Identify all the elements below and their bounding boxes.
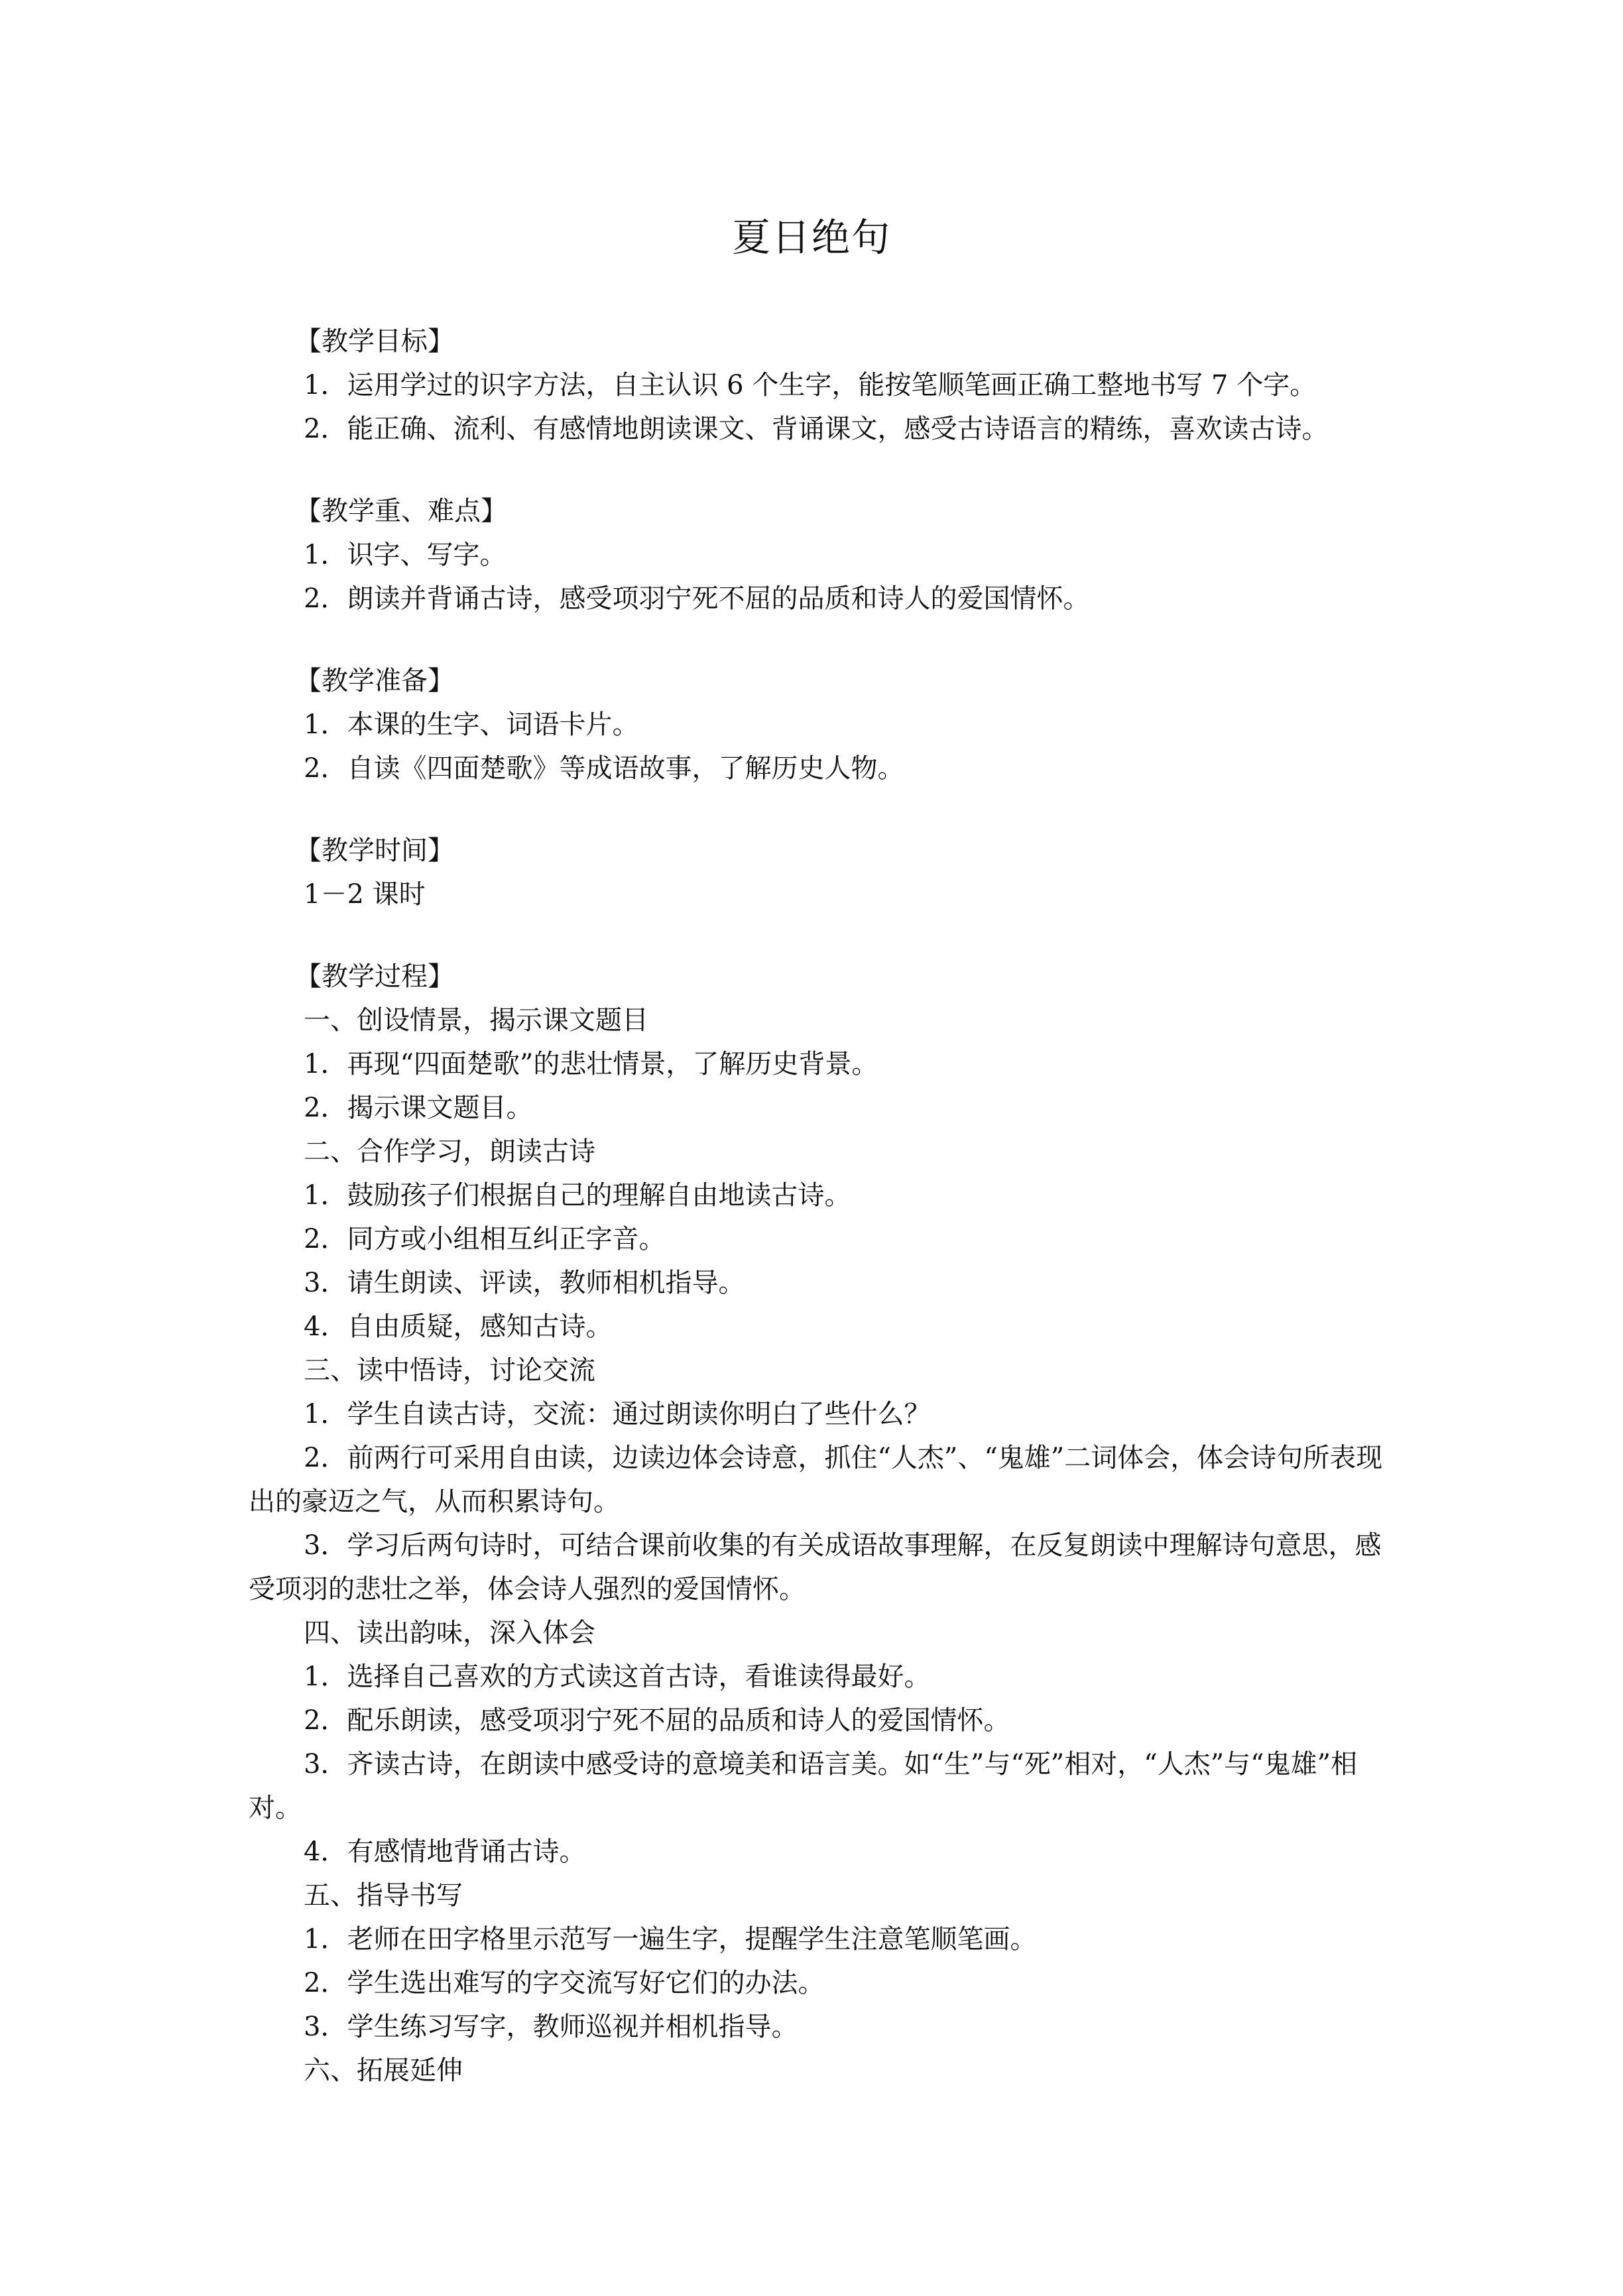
process-step-title: 三、读中悟诗，讨论交流 — [304, 1355, 595, 1386]
process-item: 4．自由质疑，感知古诗。 — [304, 1311, 613, 1342]
time-heading: 【教学时间】 — [295, 835, 454, 866]
process-paragraph: 3．学习后两句诗时，可结合课前收集的有关成语故事理解，在反复朗读中理解诗句意思，感受项羽的悲壮之举，体会诗人强烈的爱国情怀。 — [249, 1530, 1382, 1604]
key-points-item: 1．识字、写字。 — [304, 540, 507, 570]
section-spacer — [249, 621, 1389, 659]
page-title: 夏日绝句 — [731, 215, 891, 260]
process-item: 3．学生练习写字，教师巡视并相机指导。 — [304, 2012, 798, 2042]
preparation-item: 2．自读《四面楚歌》等成语故事，了解历史人物。 — [304, 753, 904, 784]
goals-item: 1．运用学过的识字方法，自主认识 6 个生字，能按笔顺笔画正确工整地书写 7 个字。 — [304, 370, 1317, 400]
preparation-item: 1．本课的生字、词语卡片。 — [304, 709, 639, 740]
goals-heading: 【教学目标】 — [295, 326, 454, 357]
preparation-heading: 【教学准备】 — [295, 666, 454, 696]
process-heading: 【教学过程】 — [295, 961, 454, 992]
process-paragraph: 2．前两行可采用自由读，边读边体会诗意，抓住“人杰”、“鬼雄”二词体会，体会诗句所表现出的豪迈之气，从而积累诗句。 — [249, 1443, 1383, 1517]
process-paragraph: 3．齐读古诗，在朗读中感受诗的意境美和语言美。如“生”与“死”相对，“人杰”与“鬼雄”相对。 — [249, 1749, 1358, 1823]
process-item: 2．同方或小组相互纠正字音。 — [304, 1224, 666, 1254]
process-step-title: 一、创设情景，揭示课文题目 — [304, 1005, 648, 1036]
section-spacer — [249, 451, 1389, 489]
process-item: 1．学生自读古诗，交流：通过朗读你明白了些什么？ — [304, 1399, 931, 1429]
process-step-title: 二、合作学习，朗读古诗 — [304, 1136, 595, 1167]
process-item: 3．请生朗读、评读，教师相机指导。 — [304, 1268, 745, 1298]
process-item: 1．再现“四面楚歌”的悲壮情景，了解历史背景。 — [304, 1049, 878, 1079]
process-item: 4．有感情地背诵古诗。 — [304, 1837, 586, 1867]
key-points-heading: 【教学重、难点】 — [295, 496, 507, 526]
process-step-title: 四、读出韵味，深入体会 — [304, 1618, 595, 1648]
process-step-title: 五、指导书写 — [304, 1880, 463, 1911]
section-spacer — [249, 790, 1389, 829]
process-item: 2．配乐朗读，感受项羽宁死不屈的品质和诗人的爱国情怀。 — [304, 1705, 1010, 1736]
goals-item: 2．能正确、流利、有感情地朗读课文、背诵课文，感受古诗语言的精练，喜欢读古诗。 — [304, 414, 1329, 444]
document-body — [249, 320, 1389, 2092]
process-item: 1．鼓励孩子们根据自己的理解自由地读古诗。 — [304, 1180, 851, 1211]
process-item: 1．选择自己喜欢的方式读这首古诗，看谁读得最好。 — [304, 1662, 931, 1692]
process-item: 2．学生选出难写的字交流写好它们的办法。 — [304, 1968, 825, 1998]
process-step-title: 六、拓展延伸 — [304, 2055, 463, 2086]
time-value: 1－2 课时 — [304, 879, 426, 910]
key-points-item: 2．朗读并背诵古诗，感受项羽宁死不屈的品质和诗人的爱国情怀。 — [304, 583, 1090, 614]
process-item: 2．揭示课文题目。 — [304, 1093, 533, 1123]
section-spacer — [249, 916, 1389, 955]
process-item: 1．老师在田字格里示范写一遍生字，提醒学生注意笔顺笔画。 — [304, 1924, 1037, 1955]
